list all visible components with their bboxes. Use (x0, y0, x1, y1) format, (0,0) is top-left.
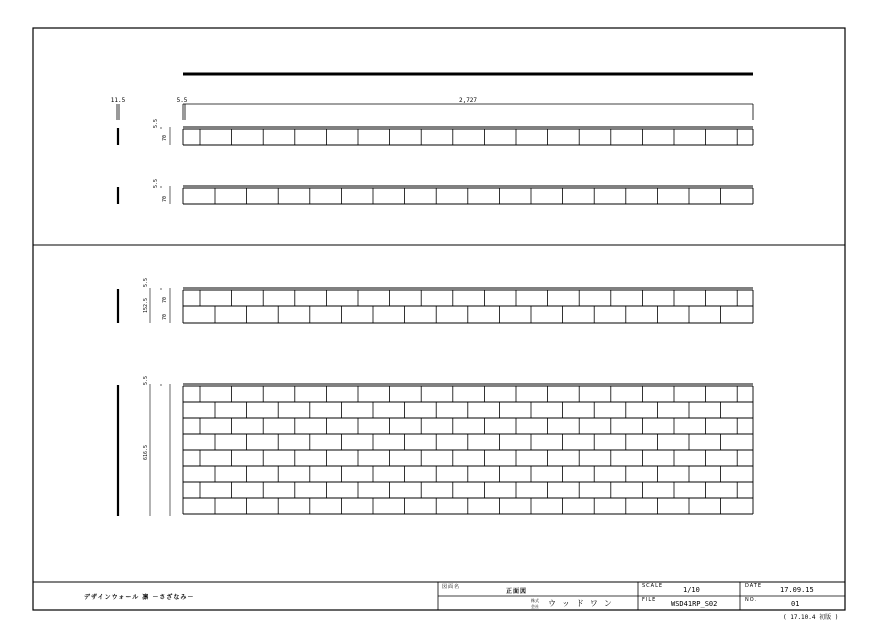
date-value: 17.09.15 (780, 586, 814, 594)
company-label: 株式会社 (531, 598, 539, 609)
dim-two-row-height: 152.5 (143, 297, 149, 313)
scale-label: SCALE (642, 583, 664, 589)
product-name: デザインウォール 凛 －さざなみ－ (84, 594, 195, 601)
file-label: FILE (642, 597, 657, 603)
company-name: ウッドワン (548, 599, 618, 608)
no-label: NO. (745, 597, 758, 603)
dim-block-4: 70 (162, 313, 168, 320)
dim-block-3: 70 (162, 296, 168, 303)
dim-eight-row-height: 616.5 (143, 444, 149, 460)
drawing-name: 正面図 (506, 588, 528, 595)
dim-block-1: 70 (162, 134, 168, 141)
revision-note: ( 17.10.4 初版 ) (783, 614, 839, 621)
dim-joint-1: 5.5 (153, 118, 159, 128)
dim-joint-2: 5.5 (153, 178, 159, 188)
dim-top-offset: 5.5 (176, 97, 188, 104)
file-value: WSD41RP_S02 (671, 600, 718, 608)
scale-value: 1/10 (683, 586, 700, 594)
dim-block-2: 70 (162, 195, 168, 202)
dim-joint-4: 5.5 (143, 375, 149, 385)
no-value: 01 (791, 600, 800, 608)
date-label: DATE (745, 583, 763, 589)
dim-top-left: 11.5 (110, 97, 126, 104)
drawing-name-label: 図面名 (442, 584, 461, 590)
dim-joint-3: 5.5 (143, 277, 149, 287)
dim-total-width: 2,727 (458, 97, 478, 104)
